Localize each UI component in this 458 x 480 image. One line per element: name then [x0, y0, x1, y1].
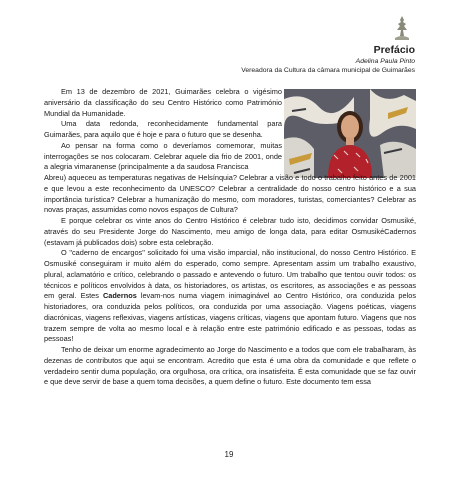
bold-term: Cadernos	[102, 291, 137, 301]
paragraph: Em 13 de dezembro de 2021, Guimarães celebra o vigésimo aniversário da classificação do seu Centro Histórico como Património Mundial da Humanidade.	[44, 87, 282, 118]
paragraph: Abreu) aqueceu as temperaturas negativas de Helsínquia? Celebrar a visão e todo o trabalho feito antes de 2001 e que levou a este reconhecimento da UNESCO? Celebrar a centralidade do nosso centro histórico e a sua importância turística? Celebrar a humanização do mesmo, com moradores, turistas, comerciantes? Celebrar as novas praças, assumidas como novos espaços de Cultura?	[44, 173, 416, 215]
page-header	[241, 44, 415, 75]
logo-icon	[391, 14, 413, 42]
paragraph: E porque celebrar os vinte anos do Centro Histórico é celebrar tudo isto, decidimos convidar Osmusiké, através do seu Presidente Jorge do Nascimento, meu amigo de longa data, para editar OsmusikéCadernos (estavam já publicados dois) sobre esta celebração.	[44, 216, 416, 247]
text-run: O "caderno de encargos" solicitado foi uma visão imparcial, não institucional, do nosso Centro Histórico. E Osmusiké conseguiram ir muito além do esperado, como sempre. Apresentam assim um trabalho exaustivo, plural, aclamatório e crítico, celebrando o passado e antevendo o futuro. Um trabalho que tentou ouvir todos: os técnicos e políticos envolvidos à data, os historiadores, os artistas, os escritores, as associações e as pessoas em geral. Estes	[44, 248, 416, 301]
paragraph: Uma data redonda, reconhecidamente fundamental para Guimarães, para aquilo que é hoje e para o futuro que se desenha.	[44, 119, 282, 139]
author-role: Vereadora da Cultura da câmara municipal de Guimarães	[241, 67, 415, 74]
author-name: Adelina Paula Pinto	[355, 58, 415, 65]
section-title: Prefácio	[373, 44, 415, 56]
page-number: 19	[224, 450, 234, 459]
text-run: levam-nos numa viagem inimaginável ao Centro Histórico, ora conduzida pelos historiadores, ora conduzida pelos políticos, ora conduzida por uma associação. Viagens poéticas, viagens diacrónicas, viagens reflexivas, viagens artísticas, viagens críticas, viagens que apontam futuro. Viagens que nos trazem sempre de volta ao mesmo local e à relação entre este património edificado e as pessoas, todas as pessoas!	[44, 291, 416, 344]
preface-body	[44, 87, 416, 388]
paragraph	[44, 248, 416, 345]
paragraph: Tenho de deixar um enorme agradecimento ao Jorge do Nascimento e a todos que com ele trabalharam, às dezenas de contributos que aqui se encontram. Acredito que esta é uma obra da comunidade e que reflete o verdadeiro sentir duma população, ora orgulhosa, ora crítica, ora insatisfeita. É esta comunidade que se faz ouvir e que deve servir de base a quem toma decisões, a quem define o futuro. Este documento tem essa	[44, 345, 416, 387]
paragraph: Ao pensar na forma como o deveríamos comemorar, muitas interrogações se nos colocaram. Celebrar aquele dia frio de 2001, onde a alegria vimaranense (principalmente a da saudosa Francisca	[44, 140, 282, 172]
